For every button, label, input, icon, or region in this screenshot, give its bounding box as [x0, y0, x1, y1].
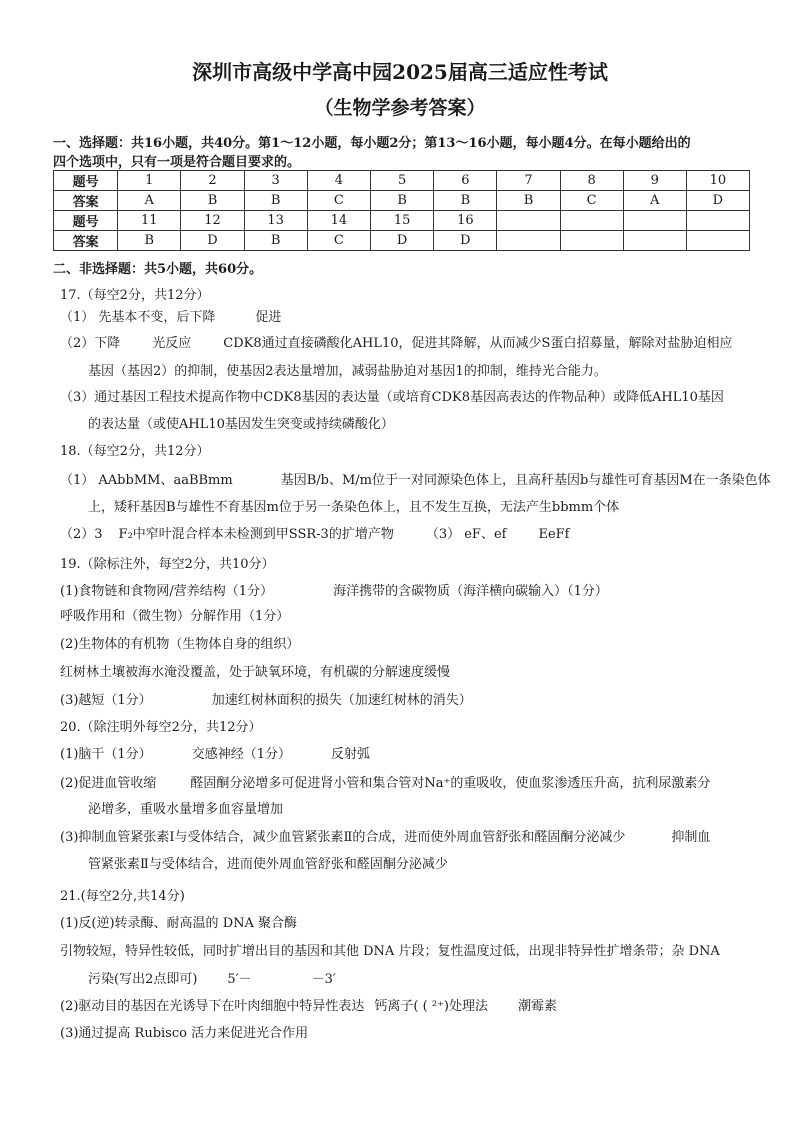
answer-line: [60, 309, 281, 327]
section1-heading: 一、选择题：共16小题，共40分。第1～12小题，每小题2分；第13～16小题，每小题4分。在每小题给出的: [53, 136, 691, 151]
answer-text: 泌增多，重吸水量增多血容量增加: [88, 802, 284, 817]
table-row-header: 答案: [54, 191, 118, 211]
table-cell: 10: [686, 171, 749, 191]
answer-line: [88, 801, 283, 819]
table-cell: 16: [434, 211, 497, 231]
answer-text: 的表达量（或使AHL10基因发生突变或持续磷酸化）: [88, 417, 394, 432]
table-cell: [623, 231, 686, 251]
table-cell: 13: [244, 211, 307, 231]
table-row: [54, 231, 750, 251]
table-cell: D: [434, 231, 497, 251]
table-cell: B: [118, 231, 181, 251]
table-cell: C: [560, 191, 623, 211]
answer-line: [88, 971, 336, 989]
answer-text: 抑制血: [671, 830, 711, 845]
table-cell: 12: [181, 211, 244, 231]
answer-line: [60, 287, 210, 305]
table-cell: D: [181, 231, 244, 251]
answer-text: 污染(写出2点即可): [88, 972, 198, 987]
answer-text: 基因（基因2）的抑制，使基因2表达量增加，减弱盐胁迫对基因1的抑制，维持光合能力。: [88, 364, 607, 379]
answer-text: －3′: [311, 972, 336, 987]
table-cell: B: [244, 191, 307, 211]
table-row-header: 题号: [54, 211, 118, 231]
answer-text: 交感神经（1分）: [191, 747, 291, 762]
table-cell: [497, 231, 560, 251]
answer-line: [88, 499, 619, 517]
section1-heading-cont: 四个选项中，只有一项是符合题目要求的。: [53, 155, 301, 170]
answer-text: (3)抑制血管紧张素Ⅰ与受体结合，减少血管紧张素Ⅱ的合成，进而使外周血管舒张和醛固酮分泌减少: [60, 830, 626, 845]
answer-line: [60, 915, 297, 933]
table-cell: [560, 231, 623, 251]
document-title: 深圳市高级中学高中园2025届高三适应性考试: [192, 60, 608, 84]
answer-text: （3） eF、ef: [425, 527, 507, 542]
answer-text: (1)反(逆)转录酶、耐高温的 DNA 聚合酶: [60, 916, 298, 931]
answer-text: EeFf: [538, 527, 570, 542]
answer-text: 20.（除注明外每空2分，共12分）: [60, 720, 262, 735]
answer-line: [60, 583, 608, 601]
answer-line: [60, 472, 771, 490]
table-cell: B: [434, 191, 497, 211]
answer-text: 5′－: [227, 972, 252, 987]
answer-text: (2)生物体的有机物（生物体自身的组织）: [60, 637, 300, 652]
answer-text: 反射弧: [330, 747, 370, 762]
answer-text: 海洋携带的含碳物质（海洋横向碳输入）（1分）: [333, 584, 608, 599]
answer-text: 醛固酮分泌增多可促进肾小管和集合管对Na⁺的重吸收，使血浆渗透压升高，抗利尿激素分: [190, 776, 711, 791]
answer-line: [60, 636, 299, 654]
table-cell: [560, 211, 623, 231]
table-cell: 14: [307, 211, 370, 231]
answer-text: 潮霉素: [517, 999, 557, 1014]
table-cell: C: [307, 191, 370, 211]
answer-line: [60, 829, 710, 847]
answer-line: [60, 719, 262, 737]
answer-text: 18.（每空2分，共12分）: [60, 444, 210, 459]
table-row-header: 题号: [54, 171, 118, 191]
table-cell: 2: [181, 171, 244, 191]
answer-text: (3)通过提高 Rubisco 活力来促进光合作用: [60, 1026, 309, 1041]
answer-line: [60, 998, 557, 1016]
answer-text: 呼吸作用和（微生物）分解作用（1分）: [60, 609, 290, 624]
answer-text: 17.（每空2分，共12分）: [60, 288, 210, 303]
table-row-header: 答案: [54, 231, 118, 251]
answer-text: （3）通过基因工程技术提高作物中CDK8基因的表达量（或培育CDK8基因高表达的作物品种）或降低AHL10基因: [60, 390, 724, 405]
table-cell: [497, 211, 560, 231]
answer-line: [60, 888, 185, 906]
answer-line: [88, 363, 607, 381]
answer-text: 21.(每空2分,共14分): [60, 889, 185, 904]
table-cell: D: [371, 231, 434, 251]
answer-line: [88, 856, 448, 874]
answer-text: 促进: [255, 310, 282, 325]
table-cell: 7: [497, 171, 560, 191]
answer-text: (1)脑干（1分）: [60, 747, 152, 762]
table-cell: 11: [118, 211, 181, 231]
table-cell: B: [371, 191, 434, 211]
answer-text: (2)促进血管收缩: [60, 776, 157, 791]
answer-text: （1） 先基本不变，后下降: [60, 310, 216, 325]
table-cell: 15: [371, 211, 434, 231]
answer-text: 管紧张素Ⅱ与受体结合，进而使外周血管舒张和醛固酮分泌减少: [88, 857, 448, 872]
table-cell: A: [623, 191, 686, 211]
answer-line: [60, 943, 720, 961]
table-cell: [686, 231, 749, 251]
table-row: [54, 191, 750, 211]
answer-text: (3)越短（1分）: [60, 693, 152, 708]
answer-line: [60, 556, 275, 574]
table-cell: B: [244, 231, 307, 251]
answer-line: [60, 1025, 308, 1043]
section2-heading: 二、非选择题：共5小题，共60分。: [53, 262, 263, 277]
answer-text: 引物较短，特异性较低，同时扩增出目的基因和其他 DNA 片段；复性温度过低，出现非特异性扩增条带；杂 DNA: [60, 944, 720, 959]
answer-line: [60, 526, 569, 544]
table-cell: 8: [560, 171, 623, 191]
table-cell: A: [118, 191, 181, 211]
answer-text: F₂中窄叶混合样本未检测到甲SSR-3的扩增产物: [118, 527, 394, 542]
answer-text: 加速红树林面积的损失（加速红树林的消失）: [211, 693, 472, 708]
answer-text: （2）3: [60, 527, 103, 542]
table-cell: 5: [371, 171, 434, 191]
answer-line: [60, 692, 472, 710]
document-subtitle: （生物学参考答案）: [314, 97, 486, 119]
answer-text: 19.（除标注外，每空2分，共10分）: [60, 557, 275, 572]
answer-line: [60, 746, 370, 764]
answer-text: 钙离子( ( ²⁺)处理法: [374, 999, 488, 1014]
answer-line: [60, 775, 710, 793]
answer-line: [60, 443, 210, 461]
table-cell: 6: [434, 171, 497, 191]
answer-line: [60, 608, 289, 626]
answer-text: 红树林土壤被海水淹没覆盖，处于缺氧环境，有机碳的分解速度缓慢: [60, 665, 451, 680]
table-cell: 3: [244, 171, 307, 191]
answer-text: (2)驱动目的基因在光诱导下在叶肉细胞中特异性表达: [60, 999, 365, 1014]
answer-text: 基因B/b、M/m位于一对同源染色体上，且高秆基因b与雄性可育基因M在一条染色体: [280, 473, 771, 488]
table-row: [54, 211, 750, 231]
answer-line: [60, 664, 450, 682]
table-cell: C: [307, 231, 370, 251]
table-cell: 9: [623, 171, 686, 191]
table-cell: [686, 211, 749, 231]
answer-line: [60, 389, 724, 407]
answer-text: CDK8通过直接磷酸化AHL10，促进其降解，从而减少S蛋白招募量，解除对盐胁迫相应: [223, 336, 733, 351]
answer-text: （2）下降: [60, 336, 121, 351]
table-cell: 1: [118, 171, 181, 191]
answer-table: [53, 170, 750, 251]
answer-text: 上，矮秆基因B与雄性不育基因m位于另一条染色体上，且不发生互换，无法产生bbmm个体: [88, 500, 620, 515]
table-cell: D: [686, 191, 749, 211]
table-cell: [623, 211, 686, 231]
answer-line: [60, 335, 732, 353]
table-cell: B: [497, 191, 560, 211]
table-cell: B: [181, 191, 244, 211]
table-row: [54, 171, 750, 191]
answer-line: [88, 416, 394, 434]
answer-text: (1)食物链和食物网/营养结构（1分）: [60, 584, 274, 599]
table-cell: 4: [307, 171, 370, 191]
answer-text: 光反应: [152, 336, 192, 351]
answer-text: （1） AAbbMM、aaBBmm: [60, 473, 233, 488]
